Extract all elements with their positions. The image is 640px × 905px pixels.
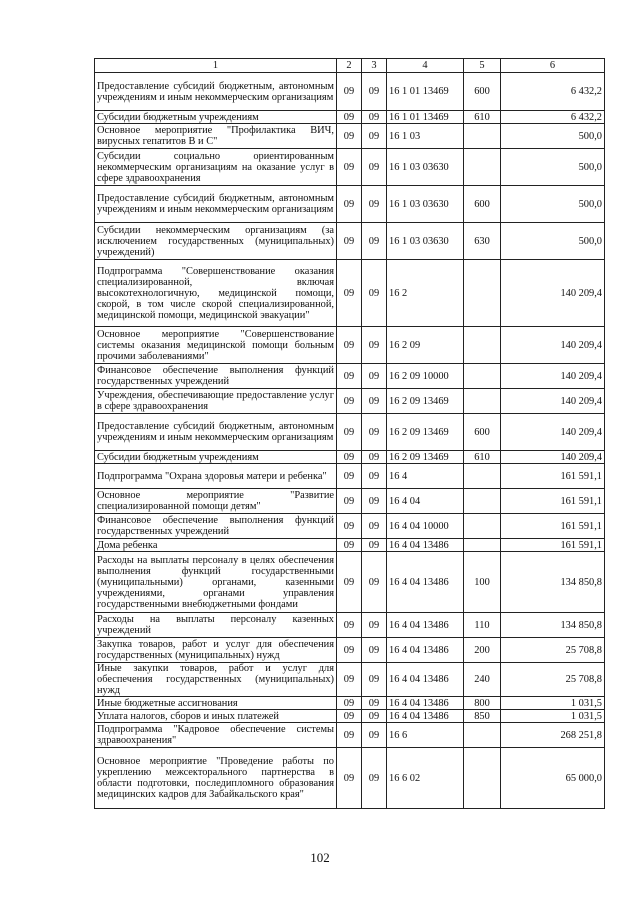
cell-c3: 09 xyxy=(362,552,387,613)
table-row xyxy=(95,638,605,663)
cell-c3: 09 xyxy=(362,663,387,697)
cell-c5: 850 xyxy=(464,710,501,723)
cell-c2: 09 xyxy=(337,552,362,613)
row-description: Основное мероприятие "Профилактика ВИЧ, вирусных гепатитов В и С" xyxy=(95,124,337,149)
cell-c6: 25 708,8 xyxy=(501,663,605,697)
table-row xyxy=(95,539,605,552)
cell-c6: 268 251,8 xyxy=(501,723,605,748)
cell-c6: 1 031,5 xyxy=(501,710,605,723)
cell-c5 xyxy=(464,124,501,149)
table-row xyxy=(95,73,605,111)
cell-c2: 09 xyxy=(337,73,362,111)
cell-c4: 16 2 09 xyxy=(387,327,464,364)
cell-c4: 16 4 04 13486 xyxy=(387,663,464,697)
header-col-3: 3 xyxy=(362,59,387,73)
row-description: Основное мероприятие "Проведение работы по укреплению межсекторального партнерства в области подготовки, последипломного образования медицинских кадров для Забайкальского края" xyxy=(95,748,337,809)
cell-c3: 09 xyxy=(362,149,387,186)
cell-c6: 6 432,2 xyxy=(501,111,605,124)
table-row xyxy=(95,489,605,514)
cell-c6: 1 031,5 xyxy=(501,697,605,710)
cell-c2: 09 xyxy=(337,414,362,451)
cell-c6: 134 850,8 xyxy=(501,552,605,613)
cell-c3: 09 xyxy=(362,710,387,723)
table-row xyxy=(95,697,605,710)
table-row xyxy=(95,748,605,809)
table-row xyxy=(95,613,605,638)
cell-c6: 140 209,4 xyxy=(501,260,605,327)
row-description: Финансовое обеспечение выполнения функций государственных учреждений xyxy=(95,514,337,539)
table-row xyxy=(95,124,605,149)
cell-c3: 09 xyxy=(362,451,387,464)
cell-c5: 800 xyxy=(464,697,501,710)
cell-c6: 134 850,8 xyxy=(501,613,605,638)
cell-c5: 100 xyxy=(464,552,501,613)
cell-c2: 09 xyxy=(337,723,362,748)
cell-c2: 09 xyxy=(337,613,362,638)
table-header-row xyxy=(95,59,605,73)
cell-c6: 6 432,2 xyxy=(501,73,605,111)
cell-c4: 16 6 xyxy=(387,723,464,748)
cell-c3: 09 xyxy=(362,124,387,149)
header-col-2: 2 xyxy=(337,59,362,73)
cell-c5: 600 xyxy=(464,414,501,451)
cell-c6: 500,0 xyxy=(501,149,605,186)
cell-c3: 09 xyxy=(362,464,387,489)
table-row xyxy=(95,552,605,613)
cell-c6: 140 209,4 xyxy=(501,451,605,464)
cell-c2: 09 xyxy=(337,489,362,514)
cell-c5: 610 xyxy=(464,451,501,464)
cell-c2: 09 xyxy=(337,149,362,186)
cell-c3: 09 xyxy=(362,364,387,389)
cell-c5 xyxy=(464,260,501,327)
cell-c4: 16 4 xyxy=(387,464,464,489)
cell-c5 xyxy=(464,364,501,389)
table-row xyxy=(95,327,605,364)
cell-c3: 09 xyxy=(362,260,387,327)
cell-c5 xyxy=(464,149,501,186)
cell-c4: 16 4 04 xyxy=(387,489,464,514)
cell-c3: 09 xyxy=(362,613,387,638)
row-description: Подпрограмма "Охрана здоровья матери и ребенка" xyxy=(95,464,337,489)
row-description: Иные закупки товаров, работ и услуг для обеспечения государственных (муниципальных) нужд xyxy=(95,663,337,697)
cell-c4: 16 6 02 xyxy=(387,748,464,809)
cell-c4: 16 1 03 03630 xyxy=(387,186,464,223)
cell-c2: 09 xyxy=(337,186,362,223)
cell-c2: 09 xyxy=(337,451,362,464)
cell-c2: 09 xyxy=(337,389,362,414)
cell-c4: 16 1 03 xyxy=(387,124,464,149)
row-description: Субсидии бюджетным учреждениям xyxy=(95,111,337,124)
cell-c5: 600 xyxy=(464,186,501,223)
cell-c3: 09 xyxy=(362,389,387,414)
row-description: Предоставление субсидий бюджетным, автономным учреждениям и иным некоммерческим организациям xyxy=(95,186,337,223)
cell-c2: 09 xyxy=(337,464,362,489)
cell-c3: 09 xyxy=(362,638,387,663)
cell-c2: 09 xyxy=(337,124,362,149)
cell-c3: 09 xyxy=(362,489,387,514)
row-description: Учреждения, обеспечивающие предоставление услуг в сфере здравоохранения xyxy=(95,389,337,414)
table-row xyxy=(95,464,605,489)
table-row xyxy=(95,186,605,223)
cell-c6: 25 708,8 xyxy=(501,638,605,663)
row-description: Основное мероприятие "Совершенствование системы оказания медицинской помощи больным прочими заболеваниями" xyxy=(95,327,337,364)
header-col-5: 5 xyxy=(464,59,501,73)
cell-c4: 16 4 04 13486 xyxy=(387,552,464,613)
cell-c6: 161 591,1 xyxy=(501,464,605,489)
cell-c5 xyxy=(464,327,501,364)
cell-c6: 140 209,4 xyxy=(501,327,605,364)
cell-c4: 16 1 03 03630 xyxy=(387,149,464,186)
row-description: Субсидии бюджетным учреждениям xyxy=(95,451,337,464)
cell-c2: 09 xyxy=(337,697,362,710)
table-row xyxy=(95,723,605,748)
cell-c2: 09 xyxy=(337,539,362,552)
table-row xyxy=(95,414,605,451)
cell-c6: 161 591,1 xyxy=(501,514,605,539)
table-row xyxy=(95,260,605,327)
cell-c3: 09 xyxy=(362,327,387,364)
cell-c5 xyxy=(464,464,501,489)
cell-c4: 16 4 04 13486 xyxy=(387,638,464,663)
cell-c3: 09 xyxy=(362,186,387,223)
cell-c6: 140 209,4 xyxy=(501,364,605,389)
table-row xyxy=(95,223,605,260)
table-row xyxy=(95,364,605,389)
cell-c2: 09 xyxy=(337,748,362,809)
cell-c6: 140 209,4 xyxy=(501,414,605,451)
cell-c4: 16 2 09 13469 xyxy=(387,451,464,464)
cell-c2: 09 xyxy=(337,111,362,124)
cell-c3: 09 xyxy=(362,723,387,748)
cell-c2: 09 xyxy=(337,364,362,389)
row-description: Субсидии социально ориентированным некоммерческим организациям на оказание услуг в сфере здравоохранения xyxy=(95,149,337,186)
row-description: Дома ребенка xyxy=(95,539,337,552)
row-description: Подпрограмма "Кадровое обеспечение системы здравоохранения" xyxy=(95,723,337,748)
cell-c3: 09 xyxy=(362,539,387,552)
cell-c5: 610 xyxy=(464,111,501,124)
table-row xyxy=(95,663,605,697)
cell-c3: 09 xyxy=(362,223,387,260)
cell-c3: 09 xyxy=(362,414,387,451)
cell-c6: 65 000,0 xyxy=(501,748,605,809)
cell-c4: 16 1 01 13469 xyxy=(387,111,464,124)
cell-c2: 09 xyxy=(337,327,362,364)
cell-c4: 16 1 01 13469 xyxy=(387,73,464,111)
cell-c2: 09 xyxy=(337,223,362,260)
cell-c5: 600 xyxy=(464,73,501,111)
cell-c6: 500,0 xyxy=(501,186,605,223)
cell-c3: 09 xyxy=(362,111,387,124)
row-description: Основное мероприятие "Развитие специализированной помощи детям" xyxy=(95,489,337,514)
row-description: Иные бюджетные ассигнования xyxy=(95,697,337,710)
row-description: Субсидии некоммерческим организациям (за исключением государственных (муниципальных) учреждений) xyxy=(95,223,337,260)
header-col-1: 1 xyxy=(95,59,337,73)
cell-c4: 16 4 04 13486 xyxy=(387,613,464,638)
cell-c2: 09 xyxy=(337,260,362,327)
cell-c2: 09 xyxy=(337,638,362,663)
cell-c3: 09 xyxy=(362,748,387,809)
cell-c5: 200 xyxy=(464,638,501,663)
header-col-4: 4 xyxy=(387,59,464,73)
cell-c3: 09 xyxy=(362,697,387,710)
table-row xyxy=(95,451,605,464)
cell-c6: 161 591,1 xyxy=(501,489,605,514)
cell-c6: 140 209,4 xyxy=(501,389,605,414)
cell-c5 xyxy=(464,514,501,539)
cell-c3: 09 xyxy=(362,514,387,539)
cell-c4: 16 1 03 03630 xyxy=(387,223,464,260)
cell-c5 xyxy=(464,539,501,552)
cell-c5 xyxy=(464,748,501,809)
table-row xyxy=(95,111,605,124)
cell-c5 xyxy=(464,489,501,514)
cell-c5: 630 xyxy=(464,223,501,260)
cell-c6: 161 591,1 xyxy=(501,539,605,552)
row-description: Предоставление субсидий бюджетным, автономным учреждениям и иным некоммерческим организациям xyxy=(95,414,337,451)
cell-c3: 09 xyxy=(362,73,387,111)
row-description: Предоставление субсидий бюджетным, автономным учреждениям и иным некоммерческим организациям xyxy=(95,73,337,111)
cell-c4: 16 4 04 10000 xyxy=(387,514,464,539)
table-row xyxy=(95,710,605,723)
row-description: Расходы на выплаты персоналу казенных учреждений xyxy=(95,613,337,638)
row-description: Подпрограмма "Совершенствование оказания специализированной, включая высокотехнологичную, медицинской помощи, скорой, в том числе скорой специализированной, медицинской помощи, медицинской эвакуации" xyxy=(95,260,337,327)
cell-c4: 16 4 04 13486 xyxy=(387,710,464,723)
row-description: Расходы на выплаты персоналу в целях обеспечения выполнения функций государственными (муниципальными) органами, казенными учреждениями, органами управления государственными внебюджетными фондами xyxy=(95,552,337,613)
cell-c4: 16 4 04 13486 xyxy=(387,697,464,710)
cell-c5 xyxy=(464,723,501,748)
header-col-6: 6 xyxy=(501,59,605,73)
row-description: Финансовое обеспечение выполнения функций государственных учреждений xyxy=(95,364,337,389)
cell-c2: 09 xyxy=(337,710,362,723)
cell-c5: 110 xyxy=(464,613,501,638)
cell-c6: 500,0 xyxy=(501,223,605,260)
cell-c4: 16 2 xyxy=(387,260,464,327)
row-description: Уплата налогов, сборов и иных платежей xyxy=(95,710,337,723)
cell-c4: 16 2 09 13469 xyxy=(387,414,464,451)
budget-table xyxy=(94,58,605,809)
cell-c2: 09 xyxy=(337,663,362,697)
page-number: 102 xyxy=(310,850,330,865)
table-row xyxy=(95,389,605,414)
cell-c6: 500,0 xyxy=(501,124,605,149)
table-row xyxy=(95,514,605,539)
cell-c4: 16 2 09 10000 xyxy=(387,364,464,389)
cell-c2: 09 xyxy=(337,514,362,539)
cell-c4: 16 4 04 13486 xyxy=(387,539,464,552)
cell-c4: 16 2 09 13469 xyxy=(387,389,464,414)
row-description: Закупка товаров, работ и услуг для обеспечения государственных (муниципальных) нужд xyxy=(95,638,337,663)
table-row xyxy=(95,149,605,186)
cell-c5: 240 xyxy=(464,663,501,697)
cell-c5 xyxy=(464,389,501,414)
